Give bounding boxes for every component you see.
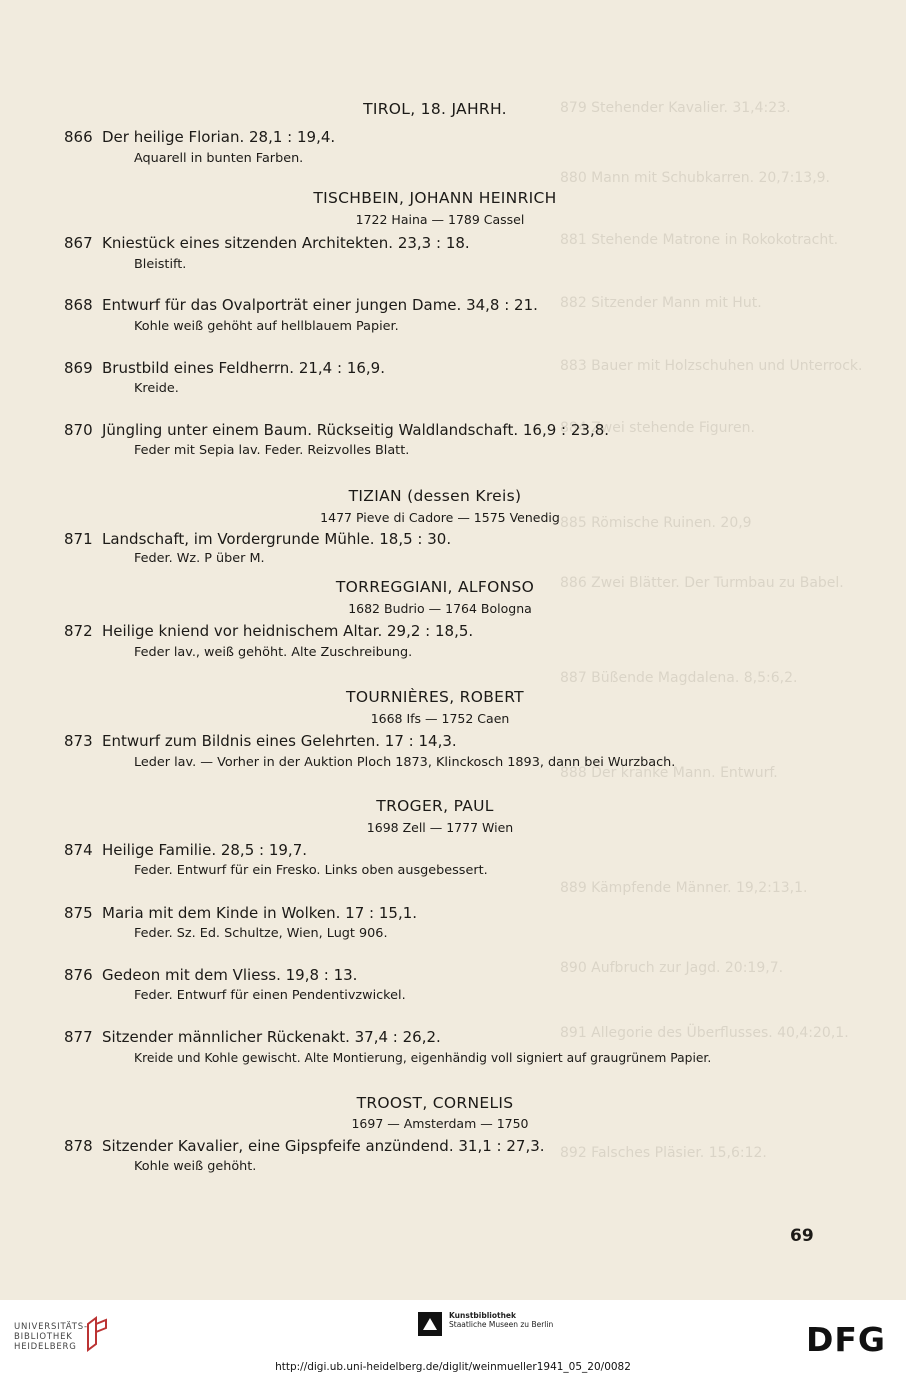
- logo-line: HEIDELBERG: [14, 1342, 77, 1352]
- heidelberg-emblem-icon: [82, 1316, 112, 1352]
- lot-number: 873: [64, 732, 93, 750]
- catalog-entry: [64, 1028, 441, 1046]
- catalog-entry: [64, 904, 417, 922]
- lot-note: Kreide und Kohle gewischt. Alte Montierung, eigenhändig voll signiert auf graugrünem Papier.: [134, 1051, 712, 1065]
- source-url-link[interactable]: http://digi.ub.uni-heidelberg.de/diglit/weinmueller1941_05_20/0082: [275, 1361, 631, 1373]
- lot-number: 871: [64, 530, 93, 548]
- kunstbibliothek-label: [449, 1311, 553, 1329]
- lot-title: Kniestück eines sitzenden Architekten. 23,3 : 18.: [102, 234, 470, 252]
- artist-header: TOURNIÈRES, ROBERT: [346, 688, 524, 706]
- lot-note: Bleistift.: [134, 257, 187, 272]
- catalog-entry: [64, 296, 538, 314]
- catalog-entry: [64, 359, 385, 377]
- lot-note: Feder. Sz. Ed. Schultze, Wien, Lugt 906.: [134, 926, 388, 941]
- lot-title: Gedeon mit dem Vliess. 19,8 : 13.: [102, 966, 358, 984]
- lot-number: 870: [64, 421, 93, 439]
- page-number: 69: [790, 1226, 814, 1246]
- catalog-entry: [64, 1137, 545, 1155]
- lot-title: Brustbild eines Feldherrn. 21,4 : 16,9.: [102, 359, 385, 377]
- catalog-entry: [64, 128, 335, 146]
- lot-number: 874: [64, 841, 93, 859]
- lot-note: Feder mit Sepia lav. Feder. Reizvolles Blatt.: [134, 443, 410, 458]
- artist-life-dates: 1697 — Amsterdam — 1750: [351, 1116, 529, 1131]
- lot-number: 875: [64, 904, 93, 922]
- artist-life-dates: 1477 Pieve di Cadore — 1575 Venedig: [320, 510, 560, 525]
- kb-title: Kunstbibliothek: [449, 1311, 517, 1320]
- artist-life-dates: 1682 Budrio — 1764 Bologna: [348, 601, 532, 616]
- artist-header: TIROL, 18. JAHRH.: [363, 100, 507, 118]
- catalog-entry: [64, 622, 473, 640]
- artist-header: TIZIAN (dessen Kreis): [348, 487, 522, 505]
- catalog-entry: [64, 732, 457, 750]
- artist-header: TROOST, CORNELIS: [356, 1094, 514, 1112]
- lot-number: 866: [64, 128, 93, 146]
- catalog-page: 879 Stehender Kavalier. 31,4:23. 880 Mann mit Schubkarren. 20,7:13,9. 881 Stehende Matrone in Rokokotracht. 882 Sitzender Mann mit Hut. 883 Bauer mit Holzschuhen und Unterrock. 884 Zwei stehende Figuren. 885 Römische Ruinen. 20,9 886 Zwei Blätter. Der Turmbau zu Babel. 887 Büßende Magdalena. 8,5:6,2. 888 Der kranke Mann. Entwurf. 889 Kämpfende Männer. 19,2:13,1. 890 Aufbruch zur Jagd. 20:19,7. 891 Allegorie des Überflusses. 40,4:20,1. 892 Falsches Pläsier. 15,6:12. TIROL, 18. JAHRH. 866 Der heilige Florian. 28,1 : 19,4. Aquarell in bunten Farben. TISCHBEIN, JOHANN HEINRICH 1722 Haina — 1789 Cassel 867 Kniestück eines sitzenden Architekten. 23,3 : 18. Bleistift. 868 Entwurf für das Ovalporträt einer jungen Dame. 34,8 : 21. Kohle weiß gehöht auf hellblauem Papier. 869 Brustbild eines Feldherrn. 21,4 : 16,9. Kreide. 870 Jüngling unter einem Baum. Rückseitig Waldlandschaft. 16,9 : 23,8. Feder mit Sepia lav. Feder. Reizvolles Blatt. TIZIAN (dessen Kreis) 1477 Pieve di Cadore — 1575 Venedig 871 Landschaft, im Vordergrunde Mühle. 18,5 : 30. Feder. Wz. P über M. TORREGGIANI, ALFONSO 1682 Budrio — 1764 Bologna 872 Heilige kniend vor heidnischem Altar. 29,2 : 18,5. Feder lav., weiß gehöht. Alte Zuschreibung. TOURNIÈRES, ROBERT 1668 Ifs — 1752 Caen 873 Entwurf zum Bildnis eines Gelehrten. 17 : 14,3. Leder lav. — Vorher in der Auktion Ploch 1873, Klinckosch 1893, dann bei Wurzbach. TROGER, PAUL 1698 Zell — 1777 Wien 874 Heilige Familie. 28,5 : 19,7. Feder. Entwurf für ein Fresko. Links oben ausgebessert. 875 Maria mit dem Kinde in Wolken. 17 : 15,1. Feder. Sz. Ed. Schultze, Wien, Lugt 906. 876 Gedeon mit dem Vliess. 19,8 : 13. Feder. Entwurf für einen Pendentivzwickel. 877 Sitzender männlicher Rückenakt. 37,4 : 26,2. Kreide und Kohle gewischt. Alte Montierung, eigenhändig voll signiert auf graugrünem Papier. TROOST, CORNELIS 1697 — Amsterdam — 1750 878 Sitzender Kavalier, eine Gipspfeife anzündend. 31,1 : 27,3. Kohle weiß gehöht. 69: [0, 0, 906, 1300]
- lot-number: 877: [64, 1028, 93, 1046]
- lot-number: 869: [64, 359, 93, 377]
- lot-title: Jüngling unter einem Baum. Rückseitig Waldlandschaft. 16,9 : 23,8.: [102, 421, 610, 439]
- lot-note: Kreide.: [134, 381, 179, 396]
- artist-life-dates: 1722 Haina — 1789 Cassel: [355, 212, 525, 227]
- lot-number: 867: [64, 234, 93, 252]
- catalog-entry: [64, 966, 357, 984]
- dfg-logo: DFG: [806, 1320, 887, 1359]
- university-library-logo: [14, 1322, 88, 1352]
- lot-title: Sitzender männlicher Rückenakt. 37,4 : 26,2.: [102, 1028, 441, 1046]
- lot-title: Entwurf für das Ovalporträt einer jungen Dame. 34,8 : 21.: [102, 296, 538, 314]
- kb-subtitle: Staatliche Museen zu Berlin: [449, 1320, 554, 1329]
- lot-number: 868: [64, 296, 93, 314]
- lot-note: Feder. Entwurf für ein Fresko. Links oben ausgebessert.: [134, 863, 488, 878]
- lot-note: Kohle weiß gehöht.: [134, 1159, 257, 1174]
- lot-title: Sitzender Kavalier, eine Gipspfeife anzündend. 31,1 : 27,3.: [102, 1137, 545, 1155]
- kunstbibliothek-logo-icon: [418, 1312, 442, 1336]
- catalog-entry: [64, 234, 470, 252]
- lot-number: 876: [64, 966, 93, 984]
- artist-life-dates: 1698 Zell — 1777 Wien: [366, 820, 514, 835]
- lot-note: Feder. Wz. P über M.: [134, 551, 265, 566]
- catalog-entry: [64, 530, 451, 548]
- artist-header: TROGER, PAUL: [376, 797, 494, 815]
- artist-header: TORREGGIANI, ALFONSO: [335, 578, 535, 596]
- artist-life-dates: 1668 Ifs — 1752 Caen: [370, 711, 510, 726]
- lot-title: Landschaft, im Vordergrunde Mühle. 18,5 : 30.: [102, 530, 452, 548]
- lot-number: 872: [64, 622, 93, 640]
- logo-line: UNIVERSITÄTS-: [14, 1322, 88, 1332]
- artist-header: TISCHBEIN, JOHANN HEINRICH: [313, 189, 557, 207]
- lot-note: Feder. Entwurf für einen Pendentivzwickel.: [134, 988, 406, 1003]
- lot-title: Heilige kniend vor heidnischem Altar. 29,2 : 18,5.: [102, 622, 474, 640]
- catalog-entry: [64, 421, 609, 439]
- lot-title: Maria mit dem Kinde in Wolken. 17 : 15,1.: [102, 904, 418, 922]
- lot-number: 878: [64, 1137, 93, 1155]
- logo-line: BIBLIOTHEK: [14, 1332, 73, 1342]
- digitization-footer: [0, 1300, 906, 1375]
- lot-title: Entwurf zum Bildnis eines Gelehrten. 17 : 14,3.: [102, 732, 457, 750]
- lot-note: Feder lav., weiß gehöht. Alte Zuschreibung.: [134, 645, 413, 660]
- lot-title: Der heilige Florian. 28,1 : 19,4.: [102, 128, 336, 146]
- catalog-entry: [64, 841, 307, 859]
- lot-note: Aquarell in bunten Farben.: [134, 151, 304, 166]
- lot-note: Kohle weiß gehöht auf hellblauem Papier.: [134, 319, 399, 334]
- lot-title: Heilige Familie. 28,5 : 19,7.: [102, 841, 308, 859]
- lot-note: Leder lav. — Vorher in der Auktion Ploch 1873, Klinckosch 1893, dann bei Wurzbach.: [134, 755, 676, 770]
